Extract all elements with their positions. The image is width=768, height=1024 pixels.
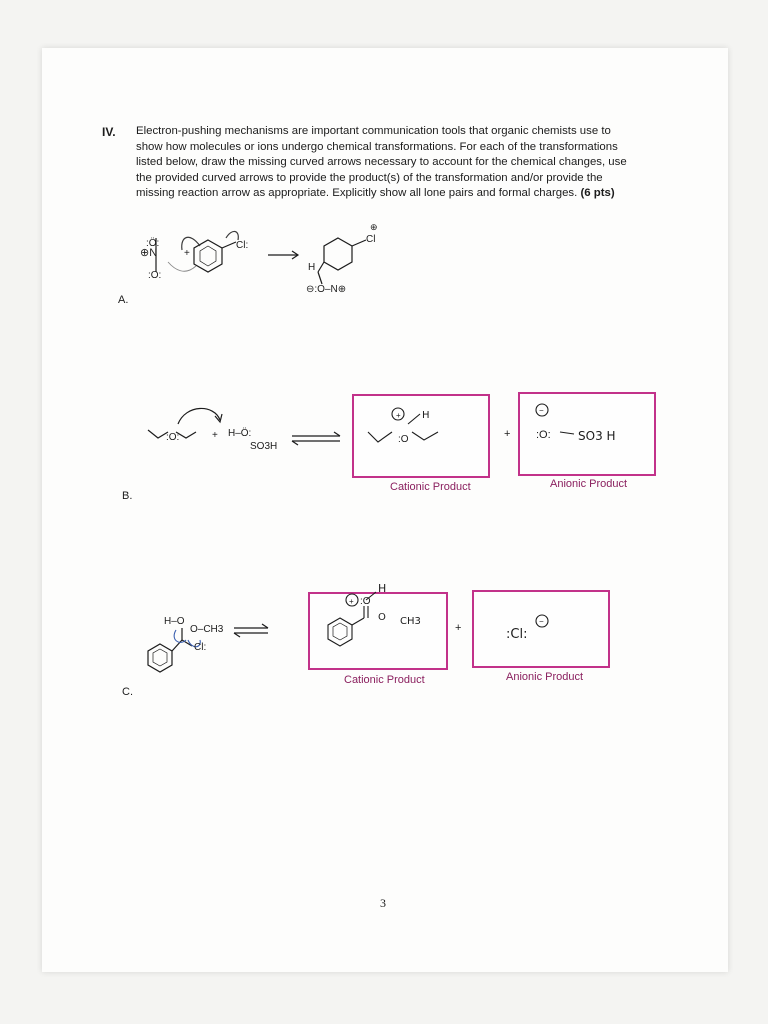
svg-text::Ö:: :Ö: [146,238,160,249]
part-b-label: B. [122,490,133,502]
nitronium-n: ⊕N [140,247,158,259]
anionic-caption-c: Anionic Product [506,671,584,683]
part-c-label: C. [122,686,133,698]
product-h-a: H [308,262,316,273]
cation-h-c: H [378,582,387,595]
svg-text:⊕: ⊕ [370,222,378,232]
reagent-c-top: H–O [164,616,185,627]
svg-text:⊖:O–N⊕: ⊖:O–N⊕ [306,284,347,295]
svg-text:−: − [539,406,544,415]
plus-b: + [504,428,511,440]
svg-text::O: :O [398,434,409,445]
part-a-label: A. [118,294,129,306]
reagent-b-h: H–Ö: [228,428,252,439]
cation-ch3-c: CH3 [400,616,421,627]
reagent-c-ch3: O–CH3 [190,624,224,635]
reagent-c-cl: Cl: [194,642,207,653]
svg-text:O: O [378,612,386,623]
svg-text:+: + [396,411,401,420]
cl-label-a: Cl: [236,240,249,251]
cationic-caption-c: Cationic Product [344,674,425,686]
svg-text::O:: :O: [166,432,180,443]
question-number: IV. [102,125,116,139]
plus-c: + [455,622,462,634]
question-body: Electron-pushing mechanisms are important communication tools that organic chemists use to show how molecules or ions undergo chemical transformations. For each of the transformations listed below, draw the missing curved arrows necessary to account for the chemical changes, use the provided curved arrows to provide the product(s) of the transformation and/or provide the missing reaction arrow as appropriate. Explicitly show all lone pairs and formal charges. [136,125,627,199]
svg-text:+: + [349,597,354,606]
svg-text::O:: :O: [148,270,162,281]
anion-c: :Cl: [506,627,528,642]
product-cl-a: Cl [366,234,376,245]
cationic-caption-b: Cationic Product [390,481,471,493]
page-number: 3 [380,896,386,910]
plus-b-left: + [212,430,218,441]
svg-text::O: :O [360,596,371,607]
reagent-b-so3h: SO3H [250,441,278,452]
plus-a: + [184,248,190,259]
svg-text:−: − [539,617,544,626]
question-points: (6 pts) [580,187,615,199]
svg-text::O:: :O: [536,429,551,441]
anion-group-b: SO3 H [578,429,616,443]
anionic-caption-b: Anionic Product [550,478,628,490]
cation-h-b: H [422,410,430,421]
